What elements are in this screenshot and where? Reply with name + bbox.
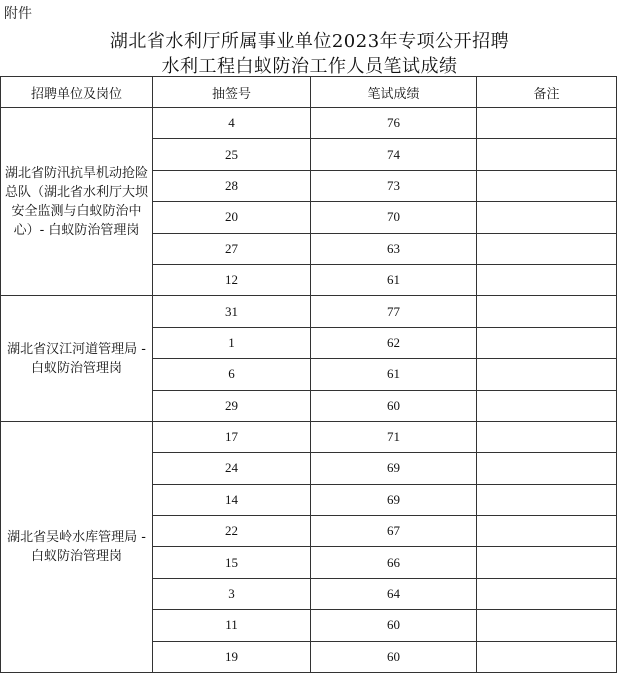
header-written-score: 笔试成绩	[311, 77, 477, 108]
lot-number-cell: 27	[153, 233, 311, 264]
table-row	[1, 421, 617, 452]
remarks-cell	[477, 108, 617, 139]
remarks-cell	[477, 170, 617, 201]
written-score-cell: 61	[311, 264, 477, 295]
table-header-row	[1, 77, 617, 108]
remarks-cell	[477, 139, 617, 170]
header-remarks: 备注	[477, 77, 617, 108]
remarks-cell	[477, 641, 617, 672]
lot-number-cell: 17	[153, 421, 311, 452]
written-score-cell: 67	[311, 516, 477, 547]
lot-number-cell: 20	[153, 202, 311, 233]
written-score-cell: 60	[311, 390, 477, 421]
written-score-cell: 77	[311, 296, 477, 327]
lot-number-cell: 15	[153, 547, 311, 578]
document-title-line-1: 湖北省水利厅所属事业单位2023年专项公开招聘	[109, 31, 510, 52]
table-row	[1, 296, 617, 327]
written-score-cell: 60	[311, 641, 477, 672]
unit-position-label: 湖北省吴岭水库管理局 - 白蚁防治管理岗	[7, 529, 146, 564]
remarks-cell	[477, 421, 617, 452]
lot-number-cell: 22	[153, 516, 311, 547]
written-score-cell: 70	[311, 202, 477, 233]
remarks-cell	[477, 484, 617, 515]
header-unit: 招聘单位及岗位	[1, 77, 153, 108]
written-score-cell: 76	[311, 108, 477, 139]
written-score-cell: 66	[311, 547, 477, 578]
lot-number-cell: 19	[153, 641, 311, 672]
remarks-cell	[477, 453, 617, 484]
written-score-cell: 74	[311, 139, 477, 170]
written-score-cell: 62	[311, 327, 477, 358]
written-score-cell: 71	[311, 421, 477, 452]
written-score-cell: 73	[311, 170, 477, 201]
lot-number-cell: 25	[153, 139, 311, 170]
lot-number-cell: 4	[153, 108, 311, 139]
remarks-cell	[477, 359, 617, 390]
written-score-cell: 69	[311, 484, 477, 515]
written-score-cell: 64	[311, 578, 477, 609]
attachment-label: 附件	[4, 6, 32, 22]
remarks-cell	[477, 578, 617, 609]
remarks-cell	[477, 296, 617, 327]
unit-position-label: 湖北省汉江河道管理局 - 白蚁防治管理岗	[7, 341, 146, 376]
lot-number-cell: 3	[153, 578, 311, 609]
lot-number-cell: 24	[153, 453, 311, 484]
remarks-cell	[477, 327, 617, 358]
written-score-cell: 61	[311, 359, 477, 390]
score-table	[0, 76, 617, 673]
written-score-cell: 69	[311, 453, 477, 484]
table-body	[1, 108, 617, 673]
lot-number-cell: 12	[153, 264, 311, 295]
remarks-cell	[477, 610, 617, 641]
header-lot-number: 抽签号	[153, 77, 311, 108]
unit-position-cell	[1, 421, 153, 672]
written-score-cell: 60	[311, 610, 477, 641]
lot-number-cell: 31	[153, 296, 311, 327]
lot-number-cell: 11	[153, 610, 311, 641]
lot-number-cell: 28	[153, 170, 311, 201]
unit-position-cell	[1, 108, 153, 296]
written-score-cell: 63	[311, 233, 477, 264]
lot-number-cell: 6	[153, 359, 311, 390]
unit-position-label: 湖北省防汛抗旱机动抢险总队（湖北省水利厅大坝安全监测与白蚁防治中心）- 白蚁防治管理岗	[5, 165, 149, 238]
document-title-line-2: 水利工程白蚁防治工作人员笔试成绩	[161, 56, 458, 77]
lot-number-cell: 14	[153, 484, 311, 515]
remarks-cell	[477, 516, 617, 547]
remarks-cell	[477, 202, 617, 233]
remarks-cell	[477, 390, 617, 421]
unit-position-cell	[1, 296, 153, 422]
lot-number-cell: 1	[153, 327, 311, 358]
remarks-cell	[477, 547, 617, 578]
remarks-cell	[477, 233, 617, 264]
remarks-cell	[477, 264, 617, 295]
lot-number-cell: 29	[153, 390, 311, 421]
table-row	[1, 108, 617, 139]
